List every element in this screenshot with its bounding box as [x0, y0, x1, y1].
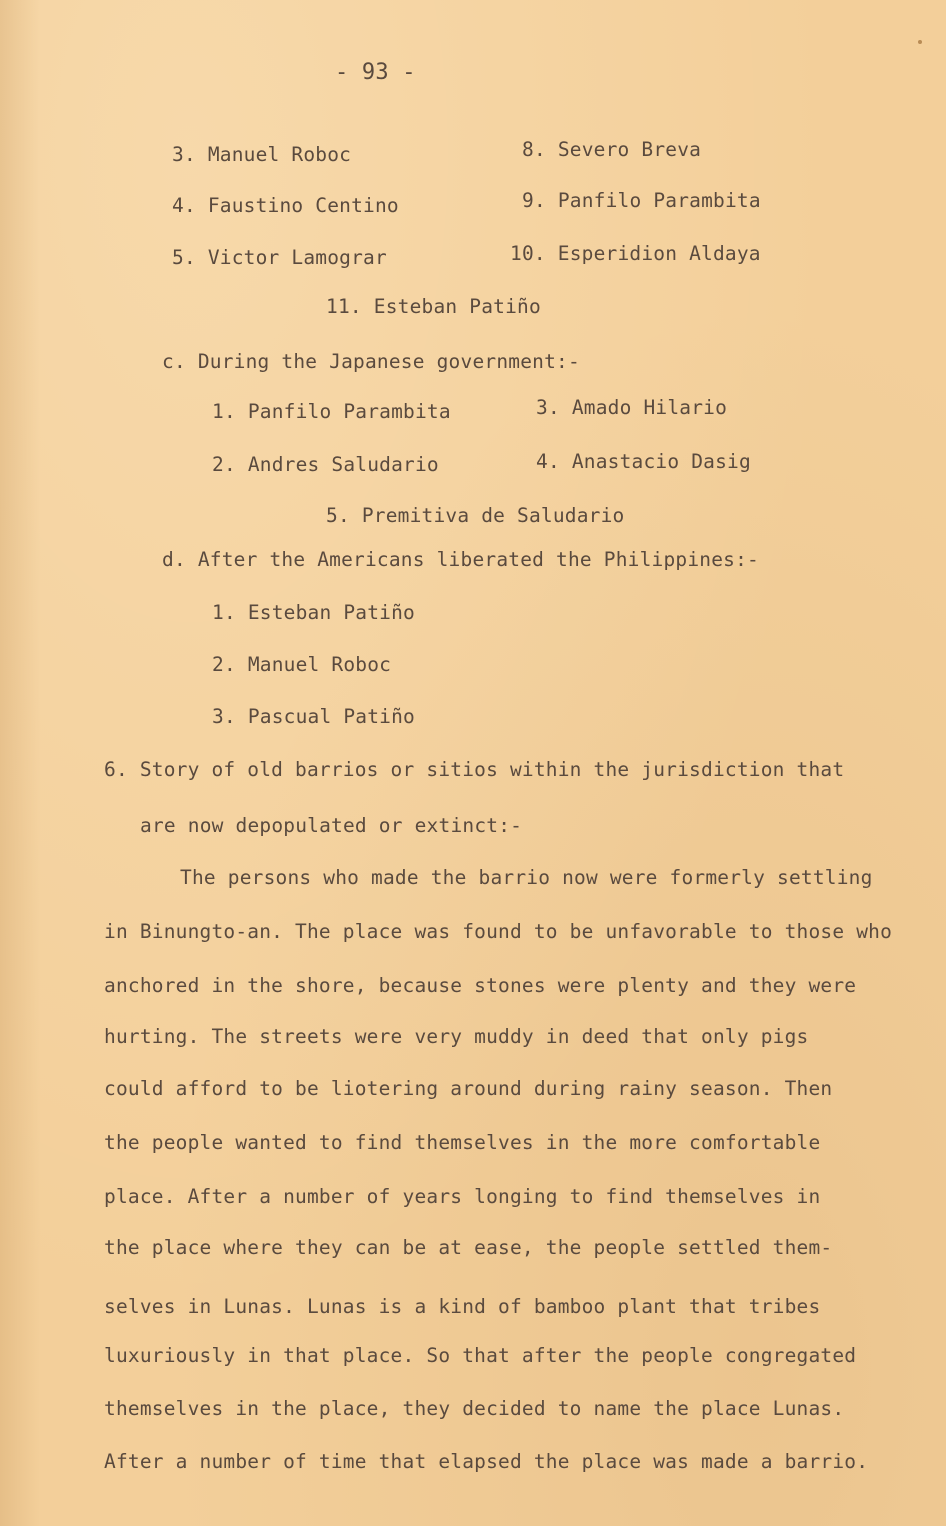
paragraph-line: in Binungto-an. The place was found to be unfavorable to those who — [104, 920, 893, 943]
official-name: 2. Andres Saludario — [212, 453, 439, 476]
paper-edge-shadow — [0, 0, 40, 1526]
official-name: 11. Esteban Patiño — [326, 295, 541, 318]
paragraph-line: hurting. The streets were very muddy in deed that only pigs — [104, 1025, 809, 1048]
paragraph-line: place. After a number of years longing to find themselves in — [104, 1185, 821, 1208]
official-name: 10. Esperidion Aldaya — [510, 242, 761, 265]
official-name: 2. Manuel Roboc — [212, 653, 392, 676]
paragraph-line: anchored in the shore, because stones were plenty and they were — [104, 974, 857, 997]
section-heading: d. After the Americans liberated the Philippines:- — [162, 548, 759, 571]
official-name: 1. Panfilo Parambita — [212, 400, 451, 423]
paper-speck — [918, 40, 922, 44]
official-name: 1. Esteban Patiño — [212, 601, 415, 624]
section-heading: are now depopulated or extinct:- — [140, 814, 523, 837]
official-name: 3. Pascual Patiño — [212, 705, 415, 728]
page-number: - 93 - — [335, 60, 416, 85]
paragraph-line: the place where they can be at ease, the people settled them- — [104, 1236, 833, 1259]
official-name: 3. Amado Hilario — [536, 396, 728, 419]
official-name: 3. Manuel Roboc — [172, 143, 352, 166]
official-name: 5. Victor Lamograr — [172, 246, 387, 269]
section-heading: c. During the Japanese government:- — [162, 350, 580, 373]
paragraph-line: luxuriously in that place. So that after the people congregated — [104, 1344, 857, 1367]
paragraph-line: themselves in the place, they decided to name the place Lunas. — [104, 1397, 845, 1420]
official-name: 5. Premitiva de Saludario — [326, 504, 625, 527]
official-name: 8. Severo Breva — [522, 138, 702, 161]
paragraph-line: The persons who made the barrio now were formerly settling — [180, 866, 873, 889]
official-name: 4. Faustino Centino — [172, 194, 399, 217]
paragraph-line: could afford to be liotering around during rainy season. Then — [104, 1077, 833, 1100]
paragraph-line: selves in Lunas. Lunas is a kind of bamboo plant that tribes — [104, 1295, 821, 1318]
section-heading: 6. Story of old barrios or sitios within the jurisdiction that — [104, 758, 845, 781]
official-name: 4. Anastacio Dasig — [536, 450, 751, 473]
official-name: 9. Panfilo Parambita — [522, 189, 761, 212]
paragraph-line: the people wanted to find themselves in the more comfortable — [104, 1131, 821, 1154]
paragraph-line: After a number of time that elapsed the place was made a barrio. — [104, 1450, 869, 1473]
